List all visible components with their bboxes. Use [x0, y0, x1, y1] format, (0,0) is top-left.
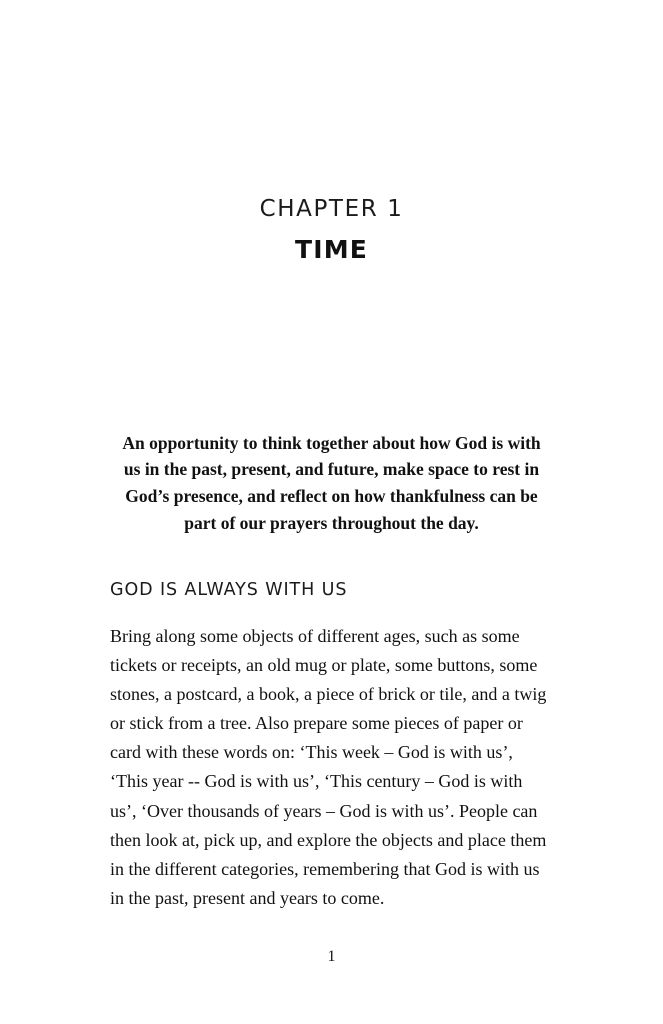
chapter-label: CHAPTER 1 [259, 196, 404, 222]
intro-paragraph: An opportunity to think together about how God is with us in the past, present, and future, make space to rest in God’s presence, and reflect on how thankfulness can be part of our prayers throughout the day. [122, 432, 541, 533]
body-paragraph: Bring along some objects of different ages, such as some tickets or receipts, an old mug or plate, some buttons, some stones, a postcard, a book, a piece of brick or tile, and a twig or stick from a tree. Also prepare some pieces of paper or card with these words on: ‘This week – God is with us’, ‘This year -- God is with us’, ‘This century – God is with us’, ‘Over thousands of years – God is with us’. People can then look at, pick up, and explore the objects and place them in the different categories, remembering that God is with us in the past, present and years to come. [110, 625, 547, 909]
page-number: 1 [327, 948, 336, 965]
section-heading: GOD IS ALWAYS WITH US [110, 579, 348, 600]
chapter-title: TIME [294, 234, 369, 264]
page-content [110, 0, 553, 913]
